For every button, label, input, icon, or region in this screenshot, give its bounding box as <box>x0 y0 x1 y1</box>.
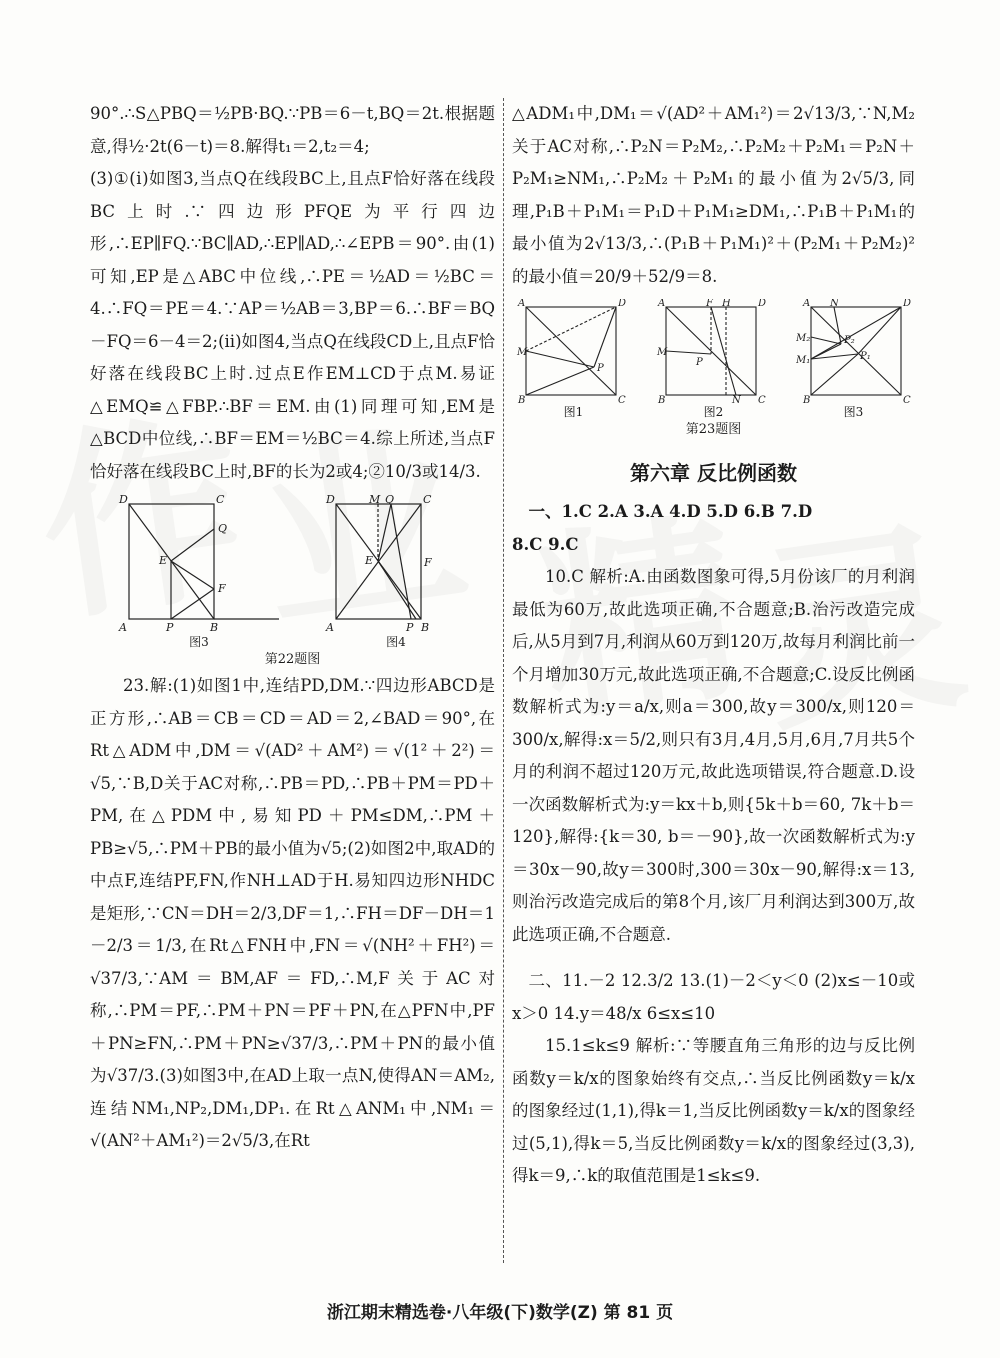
answers-line-1: 一、1.C 2.A 3.A 4.D 5.D 6.B 7.D <box>528 502 813 521</box>
svg-text:B: B <box>210 621 219 634</box>
figure-row-22 <box>90 494 495 650</box>
svg-text:M₁: M₁ <box>796 355 811 366</box>
figure-23-3-label: 图3 <box>843 405 864 419</box>
svg-text:F: F <box>706 299 713 309</box>
figure-23-3 <box>796 299 911 420</box>
left-column <box>90 98 495 1158</box>
figure-22-caption: 第22题图 <box>264 652 321 667</box>
figure-23-2-label: 图2 <box>703 405 724 419</box>
right-paragraph-11: 二、11.－2 12.3/2 13.(1)－2＜y＜0 (2)x≤－10或x＞0 14.y＝48/x 6≤x≤10 <box>512 971 915 1023</box>
column-divider <box>503 98 504 1263</box>
right-column <box>512 98 915 1193</box>
figure-22-3-label: 图3 <box>189 635 209 649</box>
figure-23-1-label: 图1 <box>563 405 584 419</box>
svg-text:A: A <box>518 299 526 309</box>
svg-text:M₂: M₂ <box>796 333 811 344</box>
figure-22-4 <box>321 494 471 650</box>
svg-text:P: P <box>597 363 604 374</box>
svg-text:P: P <box>406 621 414 634</box>
svg-text:Q: Q <box>385 494 395 506</box>
svg-text:M: M <box>369 494 381 506</box>
svg-text:C: C <box>423 494 432 506</box>
svg-text:N: N <box>830 299 839 309</box>
svg-text:C: C <box>758 395 766 404</box>
footer-text: 浙江期末精选卷·八年级(下)数学(Z) 第 81 页 <box>326 1303 674 1323</box>
svg-text:P₁: P₁ <box>860 351 871 362</box>
page-footer <box>0 1298 1000 1323</box>
svg-text:C: C <box>903 395 911 404</box>
svg-text:C: C <box>216 494 225 506</box>
right-paragraph-1: △ADM₁中,DM₁＝√(AD²＋AM₁²)＝2√13/3,∵N,M₂关于AC对称,∴P₂N＝P₂M₂,∴P₂M₂＋P₂M₁＝P₂N＋P₂M₁≥NM₁,∴P₂M₂＋P₂M₁的最小值为2√5/3,同理,P₁B＋P₁M₁＝P₁D＋P₁M₁≥DM₁,∴P₁B＋P₁M₁的最小值为2√13/3,∴(P₁B＋P₁M₁)²＋(P₂M₁＋P₂M₂)²的最小值＝20/9＋52/9＝8. <box>512 104 915 286</box>
svg-text:D: D <box>903 299 911 309</box>
svg-text:A: A <box>803 299 811 309</box>
svg-text:A: A <box>658 299 666 309</box>
svg-text:F: F <box>424 556 432 569</box>
svg-text:A: A <box>326 621 334 634</box>
left-paragraph-1: 90°.∴S△PBQ＝½PB·BQ.∵PB＝6－t,BQ＝2t.根据题意,得½·2t(6－t)＝8.解得t₁＝2,t₂＝4; <box>90 104 495 156</box>
svg-text:P₂: P₂ <box>844 335 855 346</box>
svg-text:Q: Q <box>218 522 228 535</box>
figure-23-caption: 第23题图 <box>685 422 742 437</box>
svg-text:D: D <box>618 299 627 309</box>
answers-line-2: 8.C 9.C <box>512 534 579 554</box>
svg-text:F: F <box>218 582 226 595</box>
svg-text:D: D <box>119 494 128 506</box>
figure-23-1 <box>516 299 631 420</box>
svg-text:B: B <box>421 621 430 634</box>
svg-text:M: M <box>517 347 528 358</box>
svg-text:N: N <box>732 395 741 404</box>
svg-text:M: M <box>657 347 668 358</box>
svg-text:B: B <box>518 395 526 404</box>
figure-row-23 <box>512 299 915 420</box>
svg-text:P: P <box>696 357 703 368</box>
svg-text:B: B <box>658 395 666 404</box>
chapter-title: 第六章 反比例函数 <box>630 461 797 485</box>
svg-text:D: D <box>326 494 335 506</box>
svg-text:E: E <box>365 554 374 567</box>
svg-text:P: P <box>166 621 174 634</box>
svg-text:D: D <box>758 299 767 309</box>
right-paragraph-10: 10.C 解析:A.由函数图象可得,5月份该厂的月利润最低为60万,故此选项正确,不合题意;B.治污改造完成后,从5月到7月,利润从60万到120万,故每月利润比前一个月增加30万元,故此选项正确,不合题意;C.设反比例函数解析式为:y＝a/x,则a＝300,故y＝300/x,则120＝300/x,解得:x＝5/2,则只有3月,4月,5月,6月,7月共5个月的利润不超过120万元,故此选项错误,符合题意.D.设一次函数解析式为:y＝kx＋b,则{5k＋b＝60, 7k＋b＝120},解得:{k＝30, b＝－90},故一次函数解析式为:y＝30x－90,故y＝300时,300＝30x－90,解得:x＝13,则治污改造完成后的第8个月,该厂月利润达到300万,故此选项正确,不合题意. <box>512 567 915 944</box>
figure-22-3 <box>114 494 284 650</box>
svg-text:B: B <box>803 395 811 404</box>
left-paragraph-2: (3)①(ⅰ)如图3,当点Q在线段BC上,且点F恰好落在线段BC上时.∵四边形PFQE为平行四边形,∴EP∥FQ.∵BC∥AD,∴EP∥AD,∴∠EPB＝90°.由(1)可知,EP是△ABC中位线,∴PE＝½AD＝½BC＝4.∴FQ＝PE＝4.∵AP＝½AB＝3,BP＝6.∴BF＝BQ－FQ＝6－4＝2;(ⅱ)如图4,当点Q在线段CD上,且点F恰好落在线段BC上时.过点E作EM⊥CD于点M.易证△EMQ≌△FBP.∴BF＝EM.由(1)同理可知,EM是△BCD中位线,∴BF＝EM＝½BC＝4.综上所述,当点F恰好落在线段BC上时,BF的长为2或4;②10/3或14/3. <box>90 169 495 481</box>
figure-22-4-label: 图4 <box>386 635 406 649</box>
left-paragraph-23: 23.解:(1)如图1中,连结PD,DM.∵四边形ABCD是正方形,∴AB＝CB＝CD＝AD＝2,∠BAD＝90°,在Rt△ADM中,DM＝√(AD²＋AM²)＝√(1²＋2²)＝√5,∵B,D关于AC对称,∴PB＝PD,∴PB＋PM＝PD＋PM,在△PDM中,易知PD＋PM≤DM,∴PM＋PB≥√5,∴PM＋PB的最小值为√5;(2)如图2中,取AD的中点F,连结PF,FN,作NH⊥AD于H.易知四边形NHDC是矩形,∵CN＝DH＝2/3,DF＝1,∴FH＝DF－DH＝1－2/3＝1/3,在Rt△FNH中,FN＝√(NH²＋FH²)＝√37/3,∵AM＝BM,AF＝FD,∴M,F关于AC对称,∴PM＝PF,∴PM＋PN＝PF＋PN,在△PFN中,PF＋PN≥FN,∴PM＋PN≥√37/3,∴PM＋PN的最小值为√37/3.(3)如图3中,在AD上取一点N,使得AN＝AM₂,连结NM₁,NP₂,DM₁,DP₁.在Rt△ANM₁中,NM₁＝√(AN²＋AM₁²)＝2√5/3,在Rt <box>90 676 495 1150</box>
svg-text:H: H <box>722 299 731 309</box>
right-paragraph-15: 15.1≤k≤9 解析:∵等腰直角三角形的边与反比例函数y＝k/x的图象始终有交点,∴当反比例函数y＝k/x的图象经过(1,1),得k＝1,当反比例函数y＝k/x的图象经过(5,1),得k＝5,当反比例函数y＝k/x的图象经过(3,3),得k＝9,∴k的取值范围是1≤k≤9. <box>512 1036 915 1185</box>
svg-text:A: A <box>119 621 127 634</box>
svg-text:E: E <box>159 554 168 567</box>
figure-23-2 <box>656 299 771 420</box>
svg-text:C: C <box>618 395 626 404</box>
